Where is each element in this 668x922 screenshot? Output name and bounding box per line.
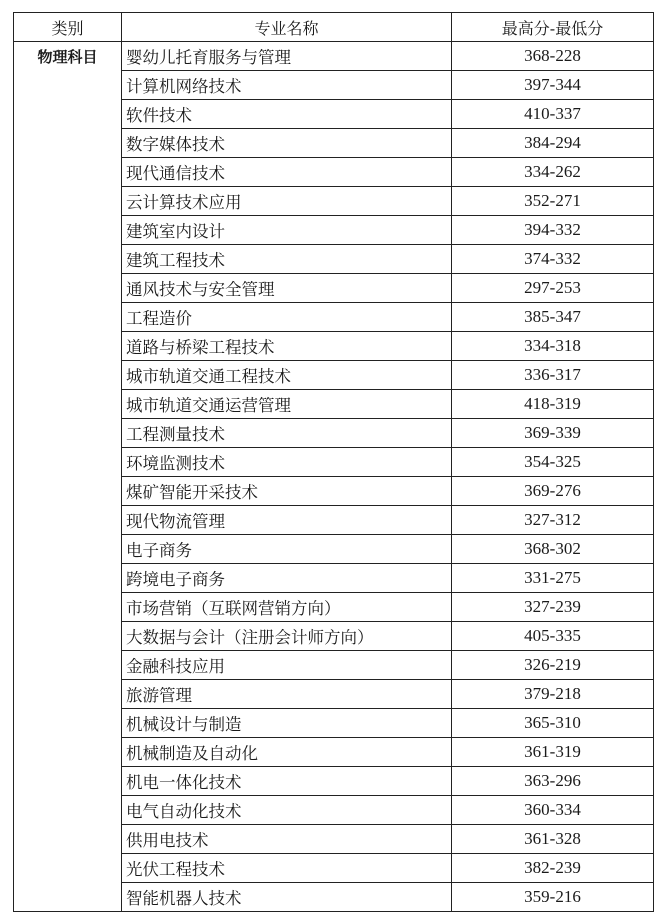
major-name-cell: 电子商务 [122, 535, 452, 564]
score-range-cell: 365-310 [452, 709, 654, 738]
score-range-cell: 368-228 [452, 42, 654, 71]
score-range-cell: 418-319 [452, 390, 654, 419]
score-range-cell: 410-337 [452, 100, 654, 129]
major-name-cell: 软件技术 [122, 100, 452, 129]
score-range-cell: 369-276 [452, 477, 654, 506]
score-range-cell: 360-334 [452, 796, 654, 825]
major-name-cell: 工程造价 [122, 303, 452, 332]
major-name-cell: 跨境电子商务 [122, 564, 452, 593]
score-range-cell: 297-253 [452, 274, 654, 303]
major-name-cell: 现代通信技术 [122, 158, 452, 187]
major-name-cell: 城市轨道交通工程技术 [122, 361, 452, 390]
score-range-cell: 363-296 [452, 767, 654, 796]
score-range-cell: 374-332 [452, 245, 654, 274]
score-range-cell: 394-332 [452, 216, 654, 245]
major-name-cell: 计算机网络技术 [122, 71, 452, 100]
score-range-cell: 336-317 [452, 361, 654, 390]
major-name-cell: 道路与桥梁工程技术 [122, 332, 452, 361]
score-range-cell: 334-262 [452, 158, 654, 187]
score-range-cell: 354-325 [452, 448, 654, 477]
major-name-cell: 供用电技术 [122, 825, 452, 854]
header-score-range: 最高分-最低分 [452, 13, 654, 42]
major-name-cell: 环境监测技术 [122, 448, 452, 477]
major-name-cell: 电气自动化技术 [122, 796, 452, 825]
score-range-cell: 327-239 [452, 593, 654, 622]
major-name-cell: 金融科技应用 [122, 651, 452, 680]
score-range-cell: 352-271 [452, 187, 654, 216]
score-range-cell: 368-302 [452, 535, 654, 564]
header-category: 类别 [14, 13, 122, 42]
table-row [14, 42, 654, 71]
header-major-name: 专业名称 [122, 13, 452, 42]
major-name-cell: 大数据与会计（注册会计师方向） [122, 622, 452, 651]
score-range-cell: 326-219 [452, 651, 654, 680]
score-range-cell: 361-319 [452, 738, 654, 767]
score-range-cell: 327-312 [452, 506, 654, 535]
score-range-cell: 331-275 [452, 564, 654, 593]
major-name-cell: 通风技术与安全管理 [122, 274, 452, 303]
score-range-cell: 334-318 [452, 332, 654, 361]
major-name-cell: 现代物流管理 [122, 506, 452, 535]
score-range-cell: 385-347 [452, 303, 654, 332]
major-name-cell: 旅游管理 [122, 680, 452, 709]
table-body [14, 42, 654, 912]
score-range-cell: 382-239 [452, 854, 654, 883]
major-name-cell: 机械制造及自动化 [122, 738, 452, 767]
major-name-cell: 市场营销（互联网营销方向） [122, 593, 452, 622]
score-range-cell: 361-328 [452, 825, 654, 854]
category-cell: 物理科目 [14, 42, 122, 912]
major-name-cell: 机械设计与制造 [122, 709, 452, 738]
score-range-cell: 397-344 [452, 71, 654, 100]
major-name-cell: 机电一体化技术 [122, 767, 452, 796]
score-range-cell: 379-218 [452, 680, 654, 709]
major-name-cell: 婴幼儿托育服务与管理 [122, 42, 452, 71]
score-range-cell: 359-216 [452, 883, 654, 912]
major-name-cell: 工程测量技术 [122, 419, 452, 448]
score-table [13, 12, 654, 912]
header-row [14, 13, 654, 42]
major-name-cell: 煤矿智能开采技术 [122, 477, 452, 506]
score-range-cell: 405-335 [452, 622, 654, 651]
major-name-cell: 光伏工程技术 [122, 854, 452, 883]
major-name-cell: 数字媒体技术 [122, 129, 452, 158]
score-range-cell: 369-339 [452, 419, 654, 448]
major-name-cell: 智能机器人技术 [122, 883, 452, 912]
score-range-cell: 384-294 [452, 129, 654, 158]
major-name-cell: 建筑工程技术 [122, 245, 452, 274]
major-name-cell: 建筑室内设计 [122, 216, 452, 245]
major-name-cell: 城市轨道交通运营管理 [122, 390, 452, 419]
major-name-cell: 云计算技术应用 [122, 187, 452, 216]
